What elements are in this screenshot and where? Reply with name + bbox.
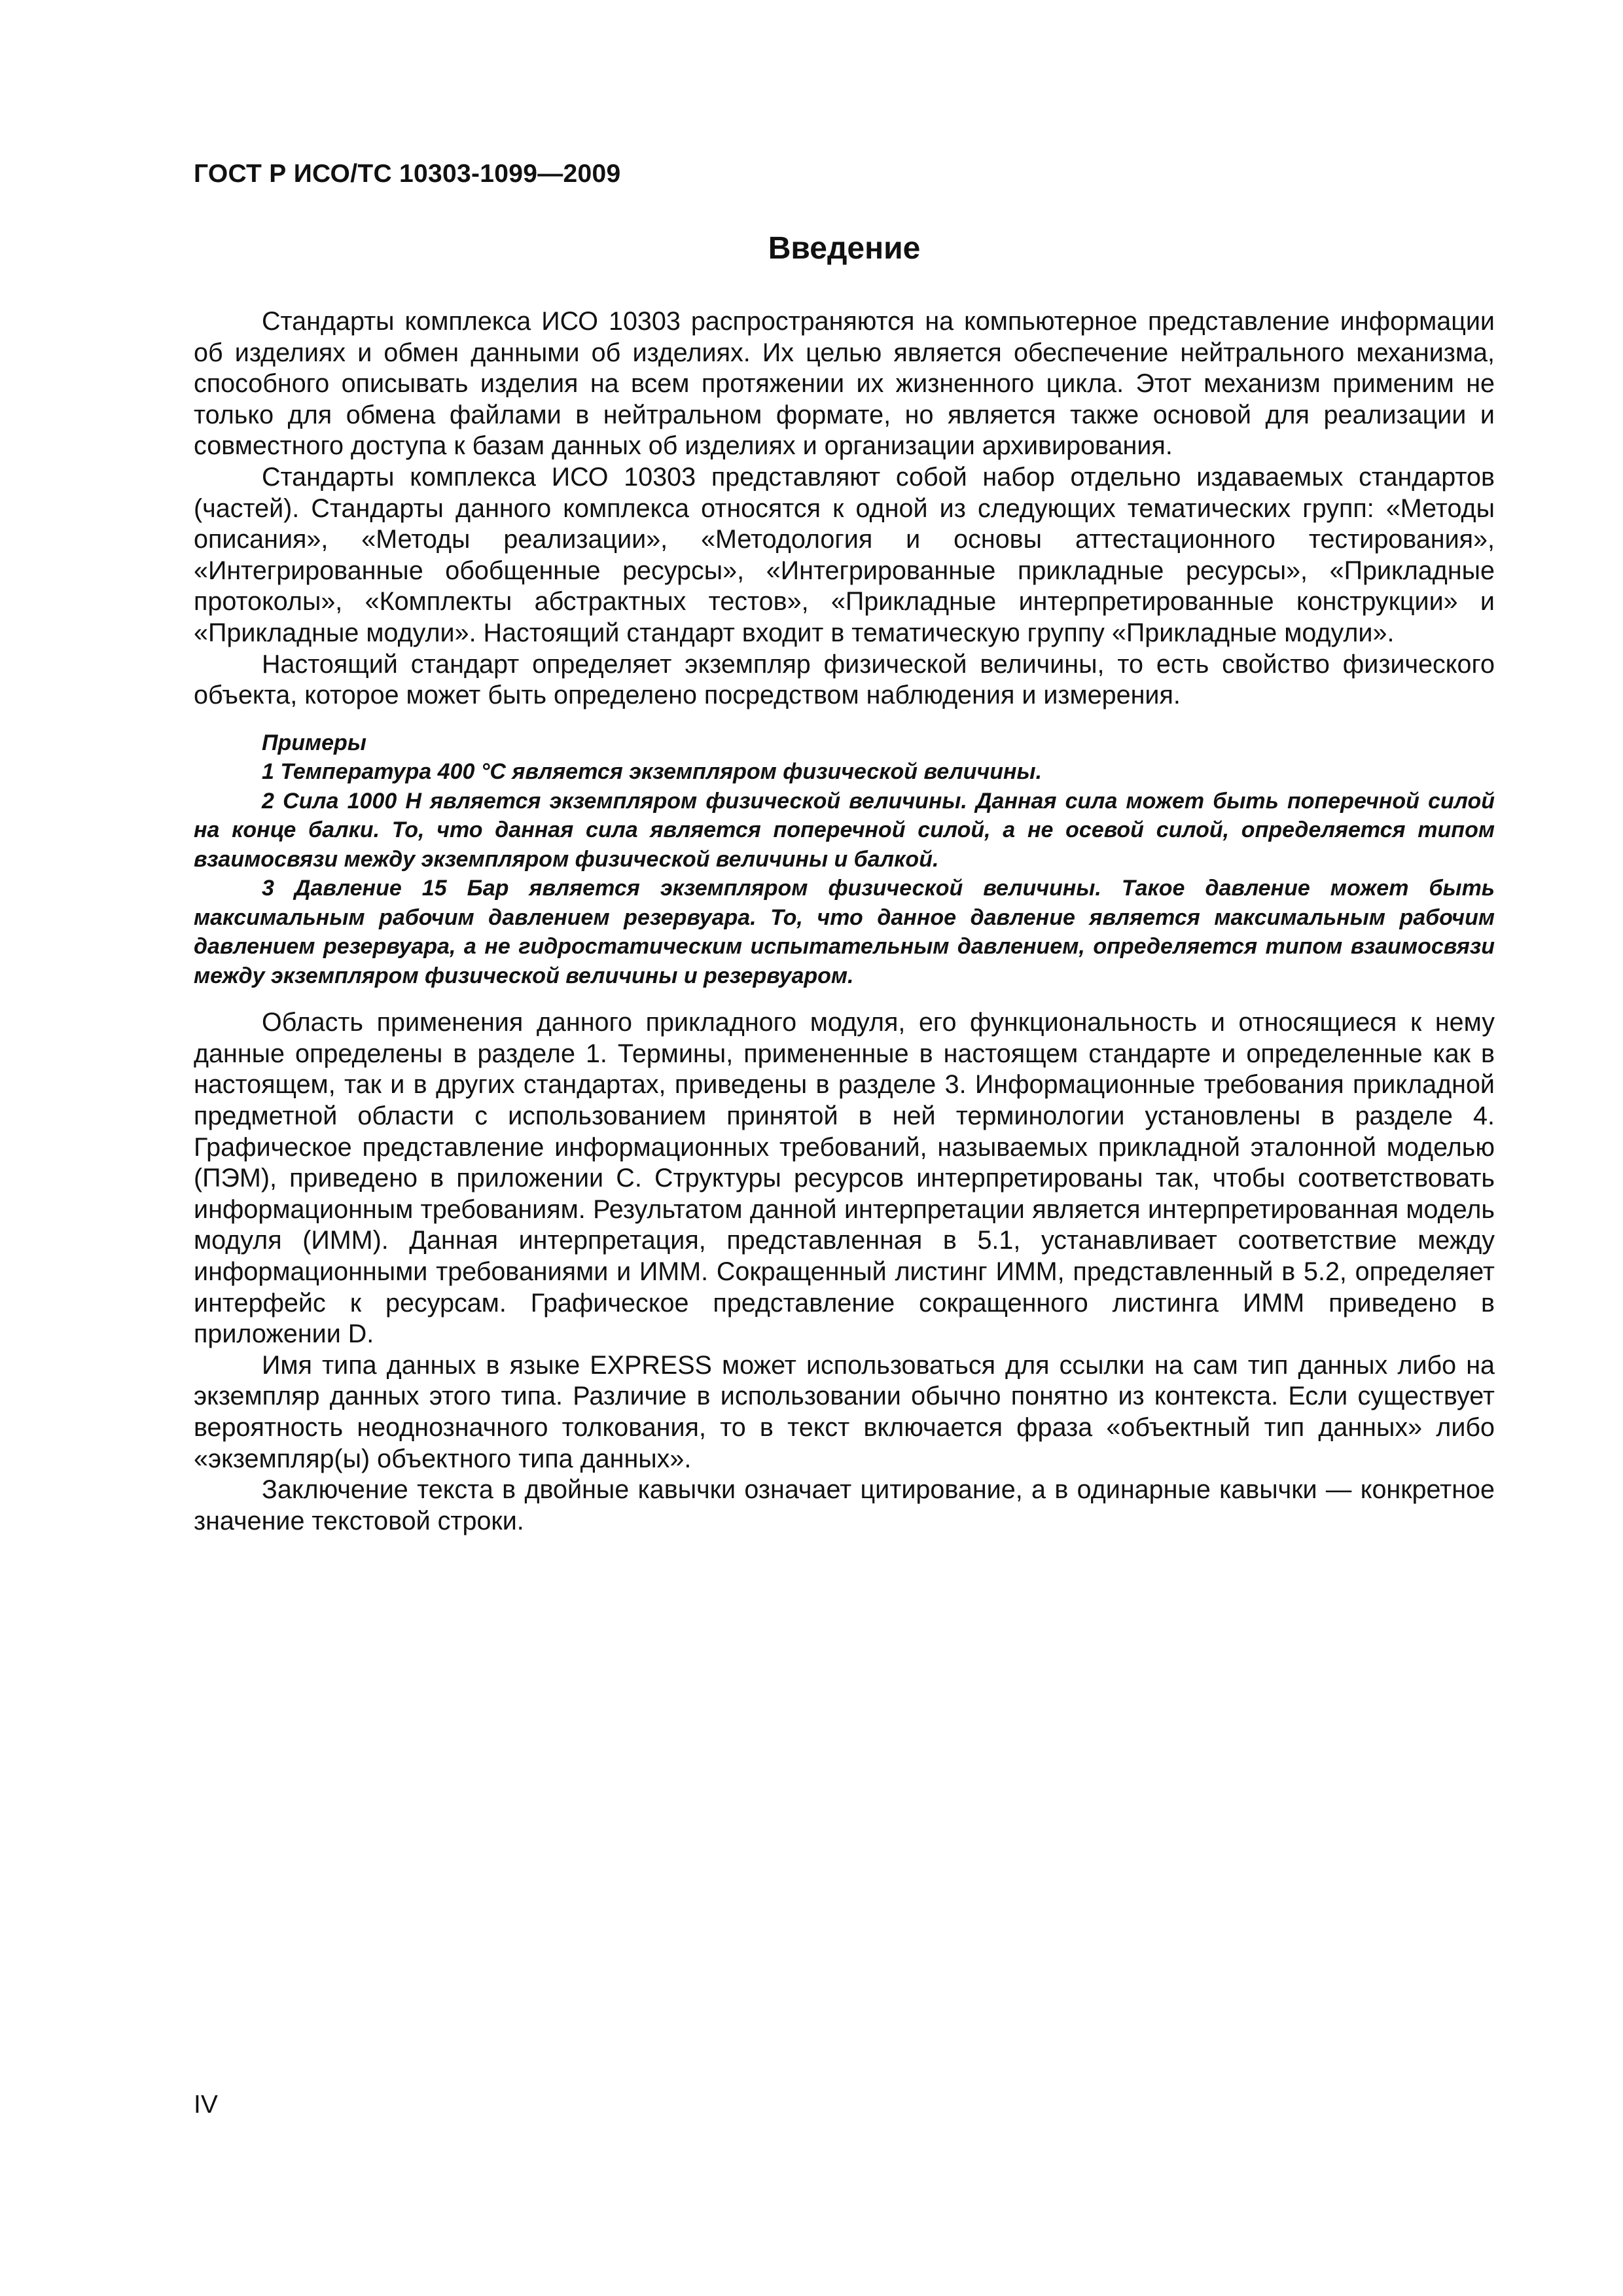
example-item: 2 Сила 1000 Н является экземпляром физической величины. Данная сила может быть поперечной силой на конце балки. То, что данная сила является поперечной силой, а не осевой силой, определяется типом взаимосвязи между экземпляром физической величины и балкой. — [194, 788, 1495, 872]
paragraph-express: Имя типа данных в языке EXPRESS может использоваться для ссылки на сам тип данных либо на экземпляр данных этого типа. Различие в использовании обычно понятно из контекста. Если существует вероятность неоднозначного толкования, то в текст включается фраза «объектный тип данных» либо «экземпляр(ы) объектного типа данных». — [194, 1350, 1495, 1473]
page-number: IV — [194, 2090, 218, 2119]
document-body — [194, 306, 1495, 1537]
examples-block — [194, 728, 1495, 991]
example-item: 1 Температура 400 °С является экземпляром физической величины. — [262, 759, 1043, 785]
paragraph-structure: Область применения данного прикладного модуля, его функциональность и относящиеся к нему данные определены в разделе 1. Термины, примененные в настоящем стандарте и определенные как в настоящем, так и в других стандартах, приведены в разделе 3. Информационные требования прикладной предметной области с использованием принятой в ней терминологии установлены в разделе 4. Графическое представление информационных требований, называемых прикладной эталонной моделью (ПЭМ), приведено в приложении С. Структуры ресурсов интерпретированы так, чтобы соответствовать информационным требованиям. Результатом данной интерпретации является интерпретированная модель модуля (ИММ). Данная интерпретация, представленная в 5.1, устанавливает соответствие между информационными требованиями и ИММ. Сокращенный листинг ИММ, представленный в 5.2, определяет интерфейс к ресурсам. Графическое представление сокращенного листинга ИММ приведено в приложении D. — [194, 1008, 1495, 1349]
document-standard-id: ГОСТ Р ИСО/ТС 10303-1099—2009 — [194, 160, 621, 188]
paragraph-quotes: Заключение текста в двойные кавычки означает цитирование, а в одинарные кавычки — конкретное значение текстовой строки. — [194, 1475, 1495, 1535]
section-title: Введение — [768, 231, 921, 266]
paragraph-scope: Стандарты комплекса ИСО 10303 распространяются на компьютерное представление информации об изделиях и обмен данными об изделиях. Их целью является обеспечение нейтрального механизма, способного описывать изделия на всем протяжении их жизненного цикла. Этот механизм применим не только для обмена файлами в нейтральном формате, но является также основой для реализации и совместного доступа к базам данных об изделиях и организации архивирования. — [194, 307, 1495, 461]
paragraph-parts: Стандарты комплекса ИСО 10303 представляют собой набор отдельно издаваемых стандартов (частей). Стандарты данного комплекса относятся к одной из следующих тематических групп: «Методы описания», «Методы реализации», «Методология и основы аттестационного тестирования», «Интегрированные обобщенные ресурсы», «Интегрированные прикладные ресурсы», «Прикладные протоколы», «Комплекты абстрактных тестов», «Прикладные интерпретированные конструкции» и «Прикладные модули». Настоящий стандарт входит в тематическую группу «Прикладные модули». — [194, 462, 1495, 647]
paragraph-definition: Настоящий стандарт определяет экземпляр физической величины, то есть свойство физического объекта, которое может быть определено посредством наблюдения и измерения. — [194, 649, 1495, 710]
example-item: 3 Давление 15 Бар является экземпляром физической величины. Такое давление может быть максимальным рабочим давлением резервуара. То, что данное давление является максимальным рабочим давлением резервуара, а не гидростатическим испытательным давлением, определяется типом взаимосвязи между экземпляром физической величины и резервуаром. — [194, 876, 1495, 988]
examples-heading: Примеры — [262, 730, 366, 755]
